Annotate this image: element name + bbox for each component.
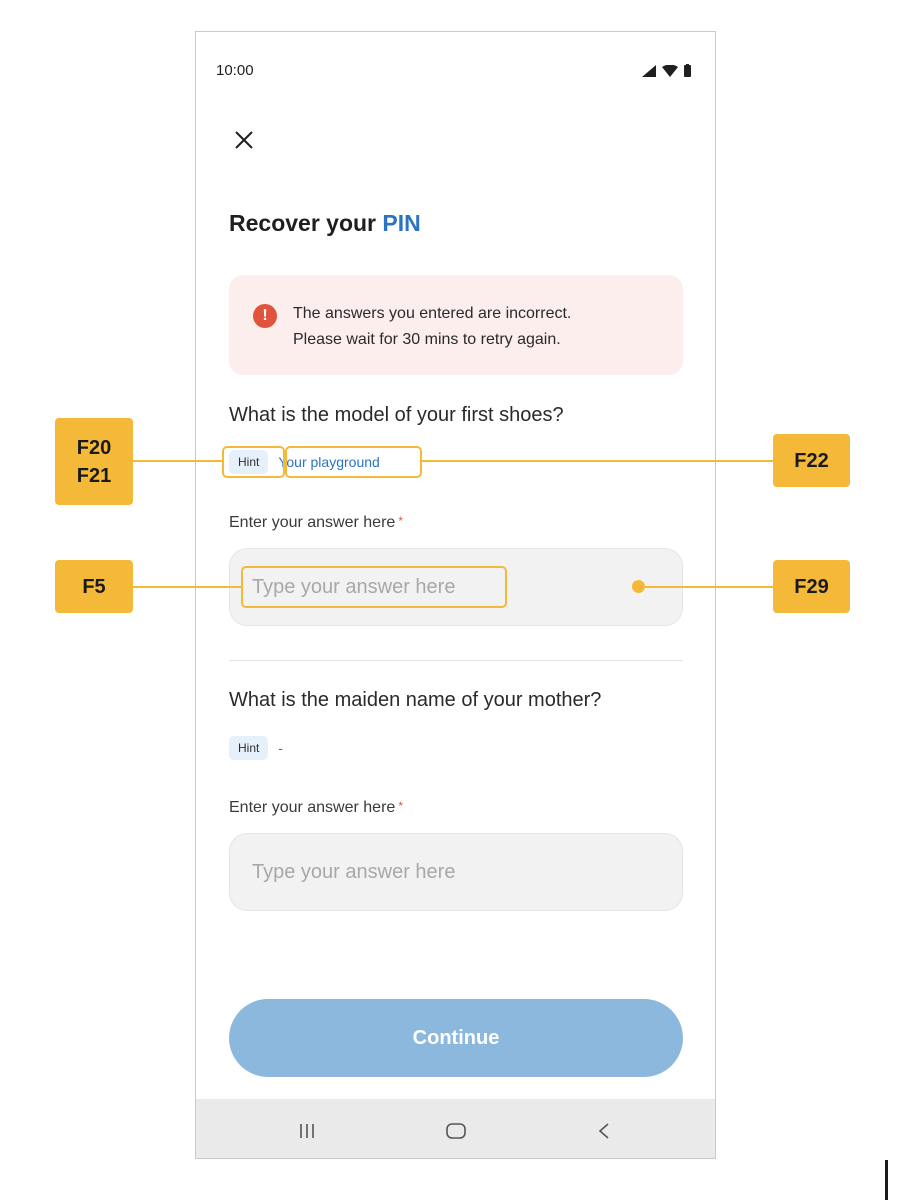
callout-line-f20 — [132, 460, 222, 462]
answer-label-text: Enter your answer here — [229, 514, 396, 531]
callout-tag-f5 — [55, 560, 133, 613]
answer-input-2[interactable] — [229, 833, 683, 911]
nav-recents-button[interactable] — [292, 1117, 322, 1145]
error-line-2: Please wait for 30 mins to retry again. — [293, 331, 561, 348]
callout-line-f29 — [645, 586, 773, 588]
nav-home-button[interactable] — [441, 1117, 471, 1145]
title-prefix: Recover your — [229, 210, 377, 236]
title-accent: PIN — [382, 210, 421, 236]
page-title — [229, 210, 421, 237]
back-icon — [597, 1122, 611, 1140]
hint-value: Your playground — [278, 454, 380, 470]
hint-chip: Hint — [229, 450, 268, 474]
answer-label-text: Enter your answer here — [229, 799, 396, 816]
answer-label-2 — [229, 799, 403, 817]
question-2: What is the maiden name of your mother? — [229, 689, 602, 711]
hint-chip: Hint — [229, 736, 268, 760]
callout-tag-f22 — [773, 434, 850, 487]
divider — [229, 660, 683, 661]
callout-box-placeholder — [241, 566, 507, 608]
required-mark: * — [398, 799, 403, 813]
edge-bar — [885, 1160, 888, 1200]
answer-label-1 — [229, 514, 403, 532]
callout-label-f20: F20 — [76, 436, 112, 459]
recents-icon — [299, 1122, 315, 1140]
battery-icon — [684, 64, 691, 77]
callout-label-f21: F21 — [76, 464, 112, 487]
callout-label-f29: F29 — [794, 575, 829, 598]
hint-row-2 — [229, 736, 283, 760]
question-1: What is the model of your first shoes? — [229, 404, 564, 426]
nav-back-button[interactable] — [589, 1117, 619, 1145]
callout-label-f22: F22 — [794, 449, 829, 472]
callout-dot-f29 — [632, 580, 645, 593]
error-line-1: The answers you entered are incorrect. — [293, 305, 572, 322]
close-button[interactable] — [226, 122, 262, 158]
callout-tag-f29 — [773, 560, 850, 613]
signal-icon — [642, 65, 656, 77]
wifi-icon — [662, 65, 678, 77]
callout-box-hint — [222, 446, 285, 478]
callout-line-f5 — [132, 586, 241, 588]
status-time: 10:00 — [216, 62, 254, 79]
required-mark: * — [398, 514, 403, 528]
navigation-bar — [196, 1099, 715, 1159]
close-icon — [234, 130, 254, 150]
callout-tag-f20-f21 — [55, 418, 133, 505]
status-icons — [642, 64, 691, 77]
callout-label-f5: F5 — [82, 575, 106, 598]
continue-button[interactable]: Continue — [229, 999, 683, 1077]
exclamation-icon: ! — [253, 304, 277, 328]
hint-value: - — [278, 740, 284, 756]
error-message — [293, 301, 571, 353]
callout-line-f22 — [422, 460, 773, 462]
home-icon — [445, 1122, 467, 1140]
error-banner — [229, 275, 683, 375]
callout-box-hint-value — [285, 446, 422, 478]
